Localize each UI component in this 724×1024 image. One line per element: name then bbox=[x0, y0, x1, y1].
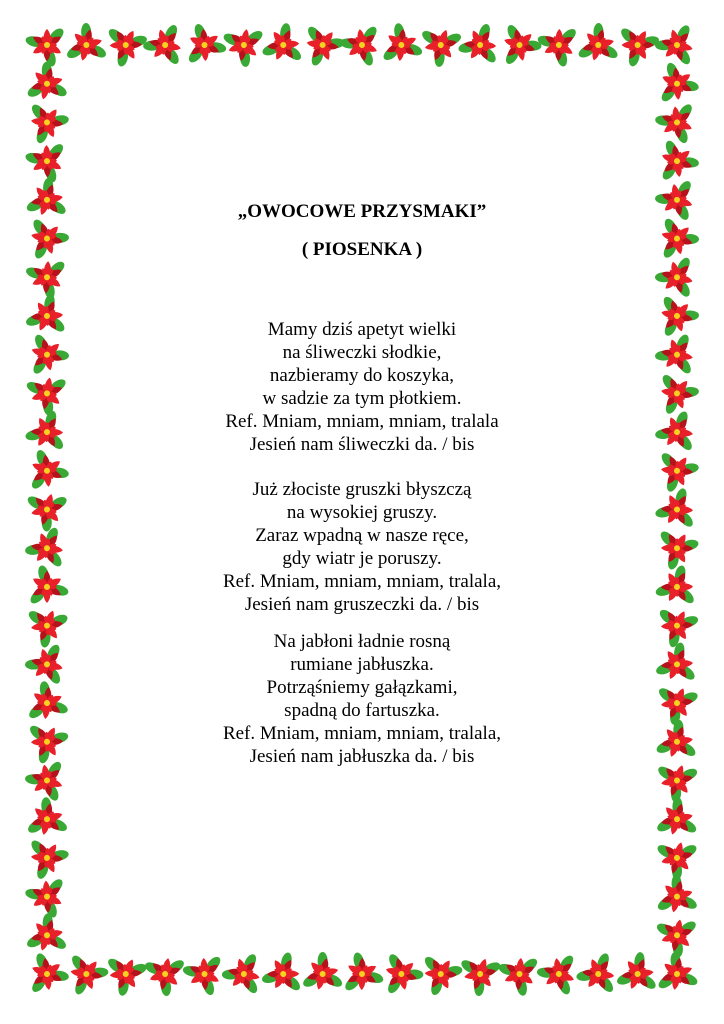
poinsettia-icon bbox=[650, 248, 709, 307]
stanza-line: spadną do fartuszka. bbox=[284, 700, 440, 721]
poinsettia-icon bbox=[24, 216, 73, 265]
poinsettia-icon bbox=[650, 441, 705, 496]
poinsettia-icon bbox=[651, 480, 709, 538]
poinsettia-icon bbox=[295, 947, 346, 998]
poinsettia-icon bbox=[18, 478, 77, 537]
poinsettia-icon bbox=[647, 792, 706, 851]
poinsettia-icon bbox=[649, 171, 702, 224]
stanza-line: Mamy dziś apetyt wielki bbox=[267, 319, 457, 340]
poinsettia-icon bbox=[650, 58, 705, 113]
poinsettia-icon bbox=[613, 946, 668, 1001]
stanza-line: gdy wiatr je poruszy. bbox=[282, 548, 442, 569]
poinsettia-icon bbox=[177, 19, 233, 75]
poinsettia-icon bbox=[16, 441, 74, 499]
poinsettia-icon bbox=[649, 869, 701, 921]
refrain-line: Ref. Mniam, mniam, mniam, tralala bbox=[225, 411, 499, 432]
poinsettia-icon bbox=[533, 18, 589, 74]
refrain-line: Ref. Mniam, mniam, mniam, tralala, bbox=[222, 571, 502, 592]
stanza-line: Zaraz wpadną w nasze ręce, bbox=[255, 525, 469, 546]
poinsettia-icon bbox=[254, 948, 311, 1005]
poinsettia-icon bbox=[496, 18, 545, 67]
poinsettia-icon bbox=[16, 94, 74, 152]
poinsettia-icon bbox=[652, 714, 706, 768]
poinsettia-icon bbox=[645, 364, 704, 423]
poinsettia-icon bbox=[105, 953, 150, 998]
poinsettia-icon bbox=[138, 15, 197, 74]
stanza-1 bbox=[70, 318, 654, 456]
refrain-line: Jesień nam gruszeczki da. / bis bbox=[244, 594, 480, 615]
poinsettia-icon bbox=[17, 908, 76, 967]
stanza-line: nazbieramy do koszyka, bbox=[269, 365, 455, 386]
stanza-line: Na jabłoni ładnie rosną bbox=[273, 631, 451, 652]
poinsettia-icon bbox=[18, 131, 74, 187]
poinsettia-icon bbox=[18, 599, 72, 653]
poinsettia-icon bbox=[412, 19, 465, 72]
stanza-line: Już złociste gruszki błyszczą bbox=[252, 479, 472, 500]
poinsettia-icon bbox=[648, 561, 705, 618]
poinsettia-icon bbox=[19, 561, 76, 618]
poinsettia-icon bbox=[649, 330, 702, 383]
poinsettia-icon bbox=[645, 132, 704, 191]
poinsettia-icon bbox=[20, 828, 76, 884]
poinsettia-icon bbox=[24, 26, 66, 68]
stanza-2 bbox=[70, 478, 654, 616]
page-subtitle: ( PIOSENKA ) bbox=[301, 239, 423, 260]
poinsettia-icon bbox=[27, 722, 70, 765]
refrain-line: Jesień nam śliweczki da. / bis bbox=[249, 434, 475, 455]
poinsettia-icon bbox=[60, 945, 114, 999]
poinsettia-icon bbox=[176, 944, 232, 1000]
poinsettia-icon bbox=[647, 598, 703, 654]
poinsettia-icon bbox=[653, 293, 703, 343]
poinsettia-icon bbox=[652, 407, 698, 453]
poinsettia-icon bbox=[23, 172, 76, 225]
poinsettia-icon bbox=[456, 21, 500, 65]
poinsettia-icon bbox=[652, 101, 698, 147]
poinsettia-icon bbox=[18, 406, 74, 462]
stanza-line: na wysokiej gruszy. bbox=[286, 502, 438, 523]
poinsettia-icon bbox=[18, 57, 77, 116]
stanza-line: na śliweczki słodkie, bbox=[282, 342, 442, 363]
poinsettia-icon bbox=[23, 292, 67, 336]
poinsettia-icon bbox=[139, 951, 188, 1000]
poinsettia-icon bbox=[335, 16, 393, 74]
stanza-line: w sadzie za tym płotkiem. bbox=[262, 388, 462, 409]
poinsettia-icon bbox=[653, 640, 698, 685]
poinsettia-icon bbox=[647, 903, 706, 962]
poinsettia-icon bbox=[23, 257, 67, 301]
poinsettia-icon bbox=[574, 949, 620, 995]
poinsettia-icon bbox=[651, 18, 701, 68]
poinsettia-icon bbox=[26, 679, 72, 725]
poinsettia-icon bbox=[377, 950, 429, 1002]
refrain-line: Jesień nam jabłuszka da. / bis bbox=[249, 746, 475, 767]
poinsettia-icon bbox=[19, 792, 71, 844]
poinsettia-icon bbox=[653, 212, 703, 262]
poinsettia-icon bbox=[569, 18, 628, 77]
poinsettia-icon bbox=[658, 529, 700, 571]
poinsettia-icon bbox=[58, 18, 109, 69]
poinsettia-icon bbox=[258, 21, 304, 67]
poinsettia-icon bbox=[15, 945, 73, 1003]
poinsettia-icon bbox=[343, 951, 385, 993]
stanza-line: rumiane jabłuszka. bbox=[290, 654, 434, 675]
page-title: „OWOCOWE PRZYSMAKI” bbox=[237, 201, 487, 222]
poinsettia-icon bbox=[534, 952, 582, 1000]
poinsettia-icon bbox=[24, 328, 73, 377]
refrain-line: Ref. Mniam, mniam, mniam, tralala, bbox=[222, 723, 502, 744]
stanza-line: Potrząśniemy gałązkami, bbox=[266, 677, 458, 698]
stanza-3 bbox=[70, 630, 654, 768]
poinsettia-icon bbox=[373, 18, 431, 76]
